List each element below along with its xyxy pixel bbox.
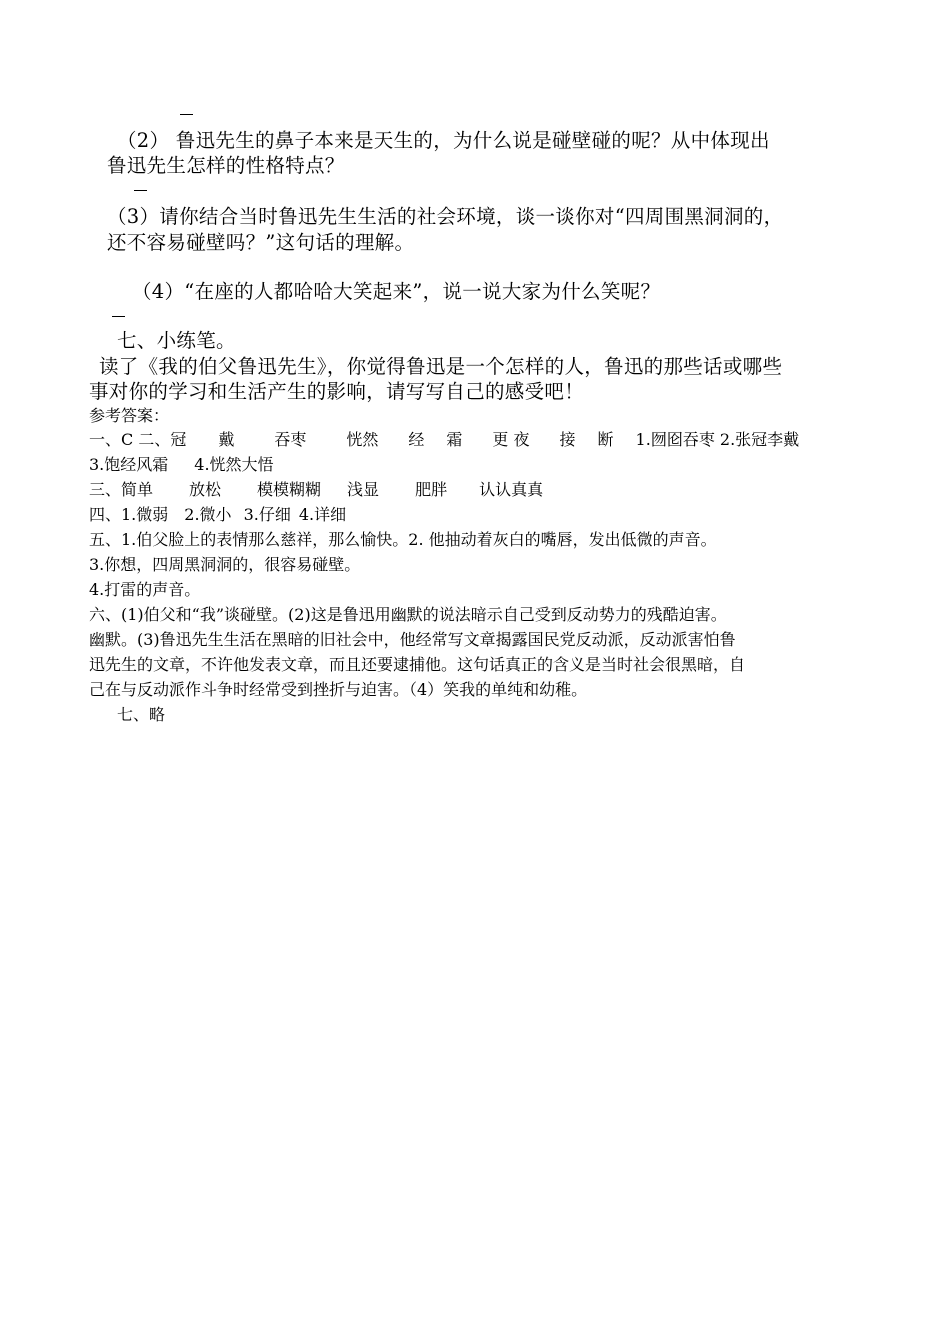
answers-line-10: 迅先生的文章，不许他发表文章，而且还要逮捕他。这句话真正的含义是当时社会很黑暗，自 bbox=[89, 655, 746, 674]
answer-item: 4.详细 bbox=[298, 505, 347, 524]
answers-line-3 bbox=[89, 477, 543, 500]
section-7-prompt-line-2: 事对你的学习和生活产生的影响，请写写自己的感受吧！ bbox=[89, 380, 585, 403]
answers-title: 参考答案： bbox=[89, 406, 170, 425]
blank-mark bbox=[112, 316, 125, 317]
answer-item: 肥胖 bbox=[415, 480, 448, 499]
answer-item: 2.微小 bbox=[184, 505, 232, 524]
answer-item: 三、简单 bbox=[89, 480, 154, 499]
answer-item: 1.囫囵吞枣 2.张冠李戴 bbox=[635, 430, 800, 449]
answers-line-7: 4.打雷的声音。 bbox=[89, 580, 201, 599]
answers-line-8: 六、(1)伯父和“我”谈碰壁。(2)这是鲁迅用幽默的说法暗示自己受到反动势力的残酷迫害。 bbox=[89, 605, 727, 624]
question-3-line-2: 还不容易碰壁吗？”这句话的理解。 bbox=[107, 231, 415, 254]
answer-item: 霜 bbox=[446, 430, 463, 449]
answers-line-4 bbox=[89, 502, 346, 525]
section-7-prompt-line-1: 读了《我的伯父鲁迅先生》，你觉得鲁迅是一个怎样的人，鲁迅的那些话或哪些 bbox=[99, 355, 783, 378]
answer-item: 3.饱经风霜 bbox=[89, 455, 169, 474]
answers-line-2 bbox=[89, 452, 274, 475]
answer-item: 浅显 bbox=[347, 480, 380, 499]
answer-item: 更 夜 bbox=[492, 430, 530, 449]
answer-item: 接 bbox=[559, 430, 576, 449]
section-7-heading: 七、小练笔。 bbox=[117, 329, 236, 352]
answers-line-11: 己在与反动派作斗争时经常受到挫折与迫害。（4）笑我的单纯和幼稚。 bbox=[89, 680, 588, 699]
question-2-line-1: （2） 鲁迅先生的鼻子本来是天生的，为什么说是碰壁碰的呢？从中体现出 bbox=[117, 129, 770, 152]
answers-line-5: 五、1.伯父脸上的表情那么慈祥，那么愉快。2. 他抽动着灰白的嘴唇，发出低微的声音。 bbox=[89, 530, 717, 549]
answer-item: 戴 bbox=[218, 430, 235, 449]
answer-item: 经 bbox=[408, 430, 425, 449]
answer-item: 恍然 bbox=[346, 430, 379, 449]
answer-item: 认认真真 bbox=[479, 480, 544, 499]
blank-mark bbox=[134, 190, 147, 191]
answer-item: 4.恍然大悟 bbox=[194, 455, 274, 474]
answers-line-12: 七、略 bbox=[117, 705, 166, 724]
answers-line-9: 幽默。(3)鲁迅先生生活在黑暗的旧社会中，他经常写文章揭露国民党反动派，反动派害怕鲁 bbox=[89, 630, 736, 649]
answer-item: 模模糊糊 bbox=[257, 480, 322, 499]
answer-item: 断 bbox=[597, 430, 614, 449]
blank-mark bbox=[180, 114, 193, 115]
question-4-line-1: （4）“在座的人都哈哈大笑起来”，说一说大家为什么笑呢？ bbox=[132, 280, 661, 303]
answer-item: 放松 bbox=[189, 480, 222, 499]
answer-item: 3.仔细 bbox=[243, 505, 291, 524]
answer-item: 一、C 二、冠 bbox=[89, 430, 187, 449]
answers-line-6: 3.你想，四周黑洞洞的，很容易碰壁。 bbox=[89, 555, 361, 574]
answer-item: 吞枣 bbox=[274, 430, 307, 449]
answer-item: 四、1.微弱 bbox=[89, 505, 169, 524]
answers-line-1 bbox=[89, 427, 799, 450]
question-2-line-2: 鲁迅先生怎样的性格特点？ bbox=[107, 154, 345, 177]
question-3-line-1: （3）请你结合当时鲁迅先生生活的社会环境，谈一谈你对“四周围黑洞洞的， bbox=[107, 205, 784, 228]
